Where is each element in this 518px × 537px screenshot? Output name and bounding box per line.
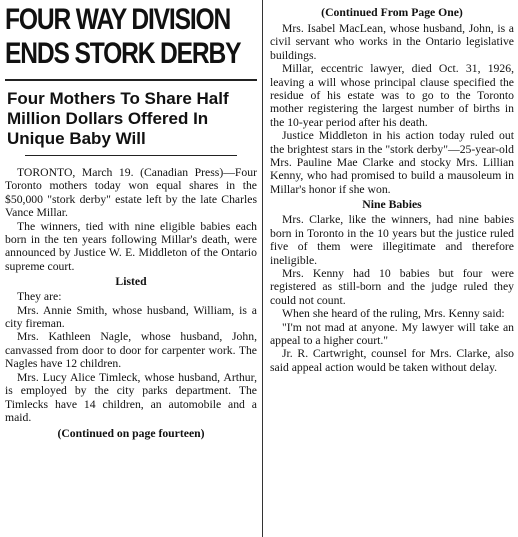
deck-rule [25, 155, 237, 156]
headline-rule [5, 79, 257, 81]
column-divider [262, 0, 263, 537]
deck-headline: Four Mothers To Share Half Million Dollars Offered In Unique Baby Will [7, 89, 229, 148]
right-article-body [270, 22, 514, 374]
right-paragraph: Mrs. Isabel MacLean, whose husband, John, is a civil servant who works in the Ontario legislative buildings. [270, 22, 514, 62]
headline-line-2: ENDS STORK DERBY [5, 37, 241, 70]
left-paragraph: Mrs. Lucy Alice Timleck, whose husband, Arthur, is employed by the city parks department. The Timlecks have 14 children, an automobile and a maid. [5, 370, 257, 424]
left-article-body [5, 166, 257, 424]
left-paragraph: Mrs. Annie Smith, whose husband, William, is a city fireman. [5, 303, 257, 331]
continued-on-label: (Continued on page fourteen) [57, 427, 205, 441]
left-paragraph: The winners, tied with nine eligible babies each born in the ten years following Millar's death, were announced by Justice W. E. Middleton of the Ontario supreme court. [5, 219, 257, 273]
left-paragraph: They are: [17, 290, 62, 304]
right-column [270, 3, 514, 374]
continued-from-label: (Continued From Page One) [321, 6, 463, 19]
left-paragraph: TORONTO, March 19. (Canadian Press)—Four Toronto mothers today won equal shares in the $50,000 "stork derby" estate left by the late Charles Vance Millar. [5, 166, 257, 220]
subhead-listed: Listed [115, 275, 147, 289]
right-paragraph: "I'm not mad at anyone. My lawyer will take an appeal to a higher court." [270, 320, 514, 347]
right-paragraph: Mrs. Kenny had 10 babies but four were registered as still-born and the judge ruled they could not count. [270, 266, 514, 307]
left-column [5, 3, 257, 443]
right-paragraph: When she heard of the ruling, Mrs. Kenny said: [282, 307, 505, 321]
right-paragraph: Justice Middleton in his action today ruled out the brightest stars in the "stork derby"—25-year-old Mrs. Pauline Mae Clarke and stocky Mrs. Lillian Kenny, who had promised to build a mausoleum in Millar's honor if she won. [270, 129, 514, 196]
headline-line-1: FOUR WAY DIVISION [5, 3, 231, 36]
subhead-nine-babies: Nine Babies [362, 198, 422, 212]
right-paragraph: Millar, eccentric lawyer, died Oct. 31, 1926, leaving a will whose principal clause specified the residue of his estate was to go to the Toronto mother registering the largest number of births in the 10-year period after his death. [270, 62, 514, 129]
left-paragraph: Mrs. Kathleen Nagle, whose husband, John, canvassed from door to door for carpenter work. The Nagles have 12 children. [5, 330, 257, 371]
right-paragraph: Jr. R. Cartwright, counsel for Mrs. Clarke, also said appeal action would be taken without delay. [270, 347, 514, 374]
headline [5, 3, 257, 77]
right-paragraph: Mrs. Clarke, like the winners, had nine babies born in Toronto in the 10 years but the justice ruled five of them were illegitimate and therefore ineligible. [270, 213, 514, 267]
